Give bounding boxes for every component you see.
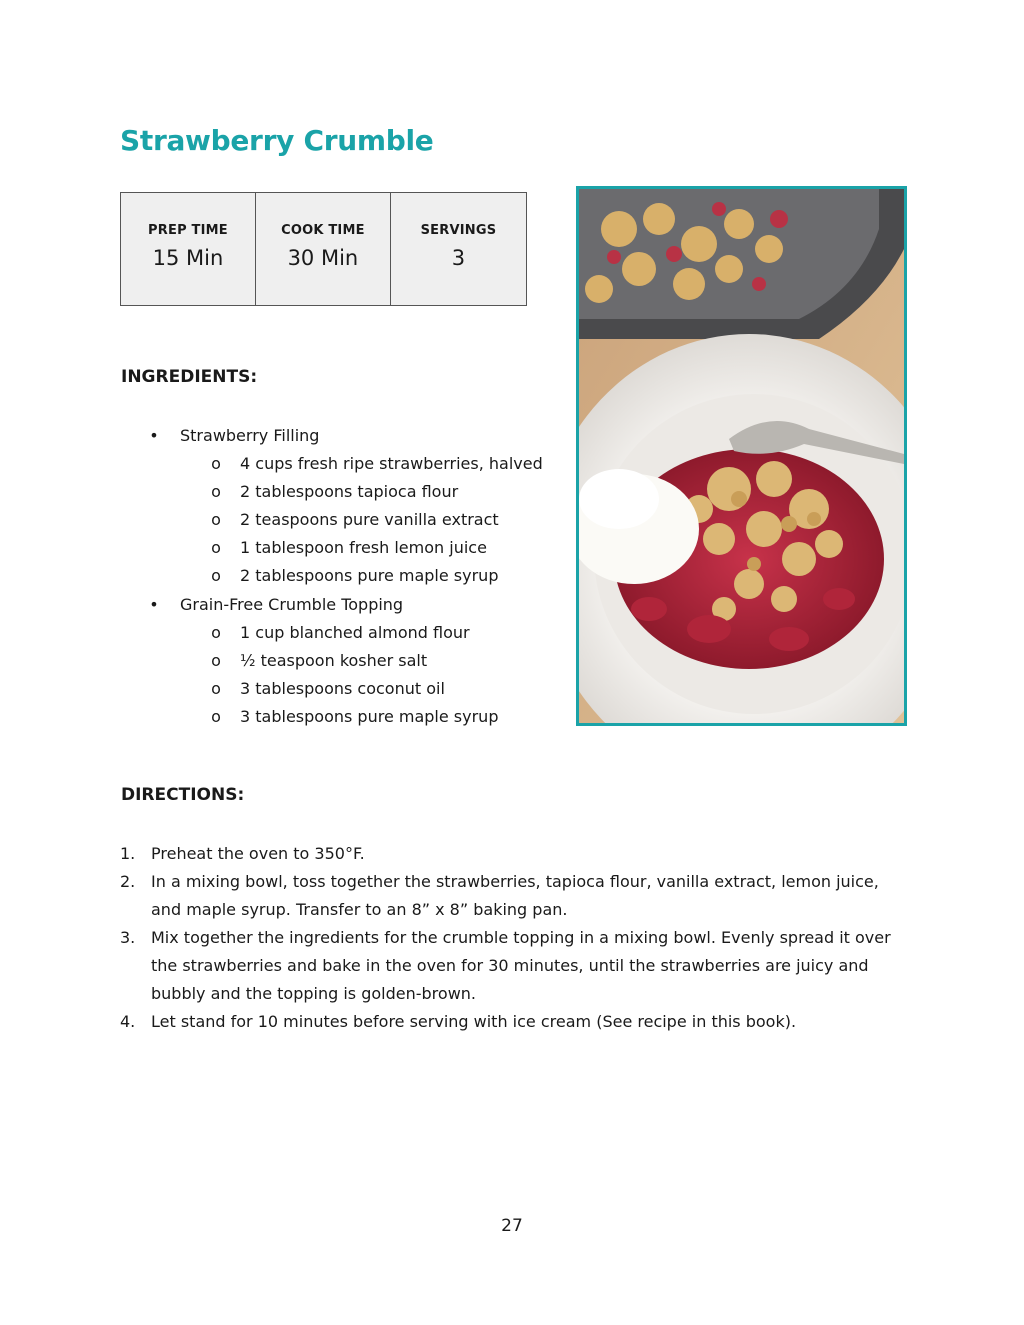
direction-step-line: Let stand for 10 minutes before serving with ice cream (See recipe in this book). [151,1012,797,1031]
direction-step-line: the strawberries and bake in the oven for 30 minutes, until the strawberries are juicy and [151,956,869,975]
ingredient-item: ½ teaspoon kosher salt [240,651,428,670]
ingredients-heading: INGREDIENTS: [121,367,258,387]
ingredient-item: 4 cups fresh ripe strawberries, halved [240,454,543,473]
ingredient-item: 1 cup blanched almond flour [240,623,470,642]
prep-time-value: 15 Min [152,246,224,270]
ingredient-item: 3 tablespoons pure maple syrup [240,707,499,726]
direction-step-line: and maple syrup. Transfer to an 8” x 8” baking pan. [151,900,568,919]
direction-step-line: Preheat the oven to 350°F. [151,844,365,863]
cook-time-cell [255,193,390,306]
ingredient-item: 2 tablespoons tapioca flour [240,482,459,501]
ingredient-item: 3 tablespoons coconut oil [240,679,445,698]
prep-time-cell [121,193,256,306]
circle-bullet-icon: o [211,454,221,473]
servings-cell [390,193,526,306]
circle-bullet-icon: o [211,707,221,726]
bullet-icon: • [149,595,159,614]
ingredient-item: 2 teaspoons pure vanilla extract [240,510,499,529]
direction-step-line: Mix together the ingredients for the crumble topping in a mixing bowl. Evenly spread it over [151,928,891,947]
servings-label: SERVINGS [420,223,497,238]
page-number: 27 [501,1216,523,1236]
cook-time-label: COOK TIME [281,223,365,238]
ingredient-item: 1 tablespoon fresh lemon juice [240,538,487,557]
prep-time-label: PREP TIME [148,223,228,238]
direction-step-number: 1. [120,844,136,863]
ingredient-group-name: Grain-Free Crumble Topping [180,595,404,614]
bullet-icon: • [149,426,159,445]
circle-bullet-icon: o [211,538,221,557]
circle-bullet-icon: o [211,510,221,529]
circle-bullet-icon: o [211,679,221,698]
recipe-info-table [120,192,527,306]
direction-step-line: bubbly and the topping is golden-brown. [151,984,476,1003]
cook-time-value: 30 Min [287,246,359,270]
ingredient-item: 2 tablespoons pure maple syrup [240,566,499,585]
direction-step-number: 2. [120,872,136,891]
ingredient-group-name: Strawberry Filling [180,426,320,445]
circle-bullet-icon: o [211,651,221,670]
recipe-photo [576,186,907,726]
strawberry-crumble-photo [579,189,904,723]
circle-bullet-icon: o [211,482,221,501]
circle-bullet-icon: o [211,566,221,585]
direction-step-number: 4. [120,1012,136,1031]
direction-step-number: 3. [120,928,136,947]
recipe-title: Strawberry Crumble [120,124,434,157]
directions-heading: DIRECTIONS: [121,785,245,805]
servings-value: 3 [451,246,466,270]
circle-bullet-icon: o [211,623,221,642]
direction-step-line: In a mixing bowl, toss together the strawberries, tapioca flour, vanilla extract, lemon juice, [151,872,879,891]
